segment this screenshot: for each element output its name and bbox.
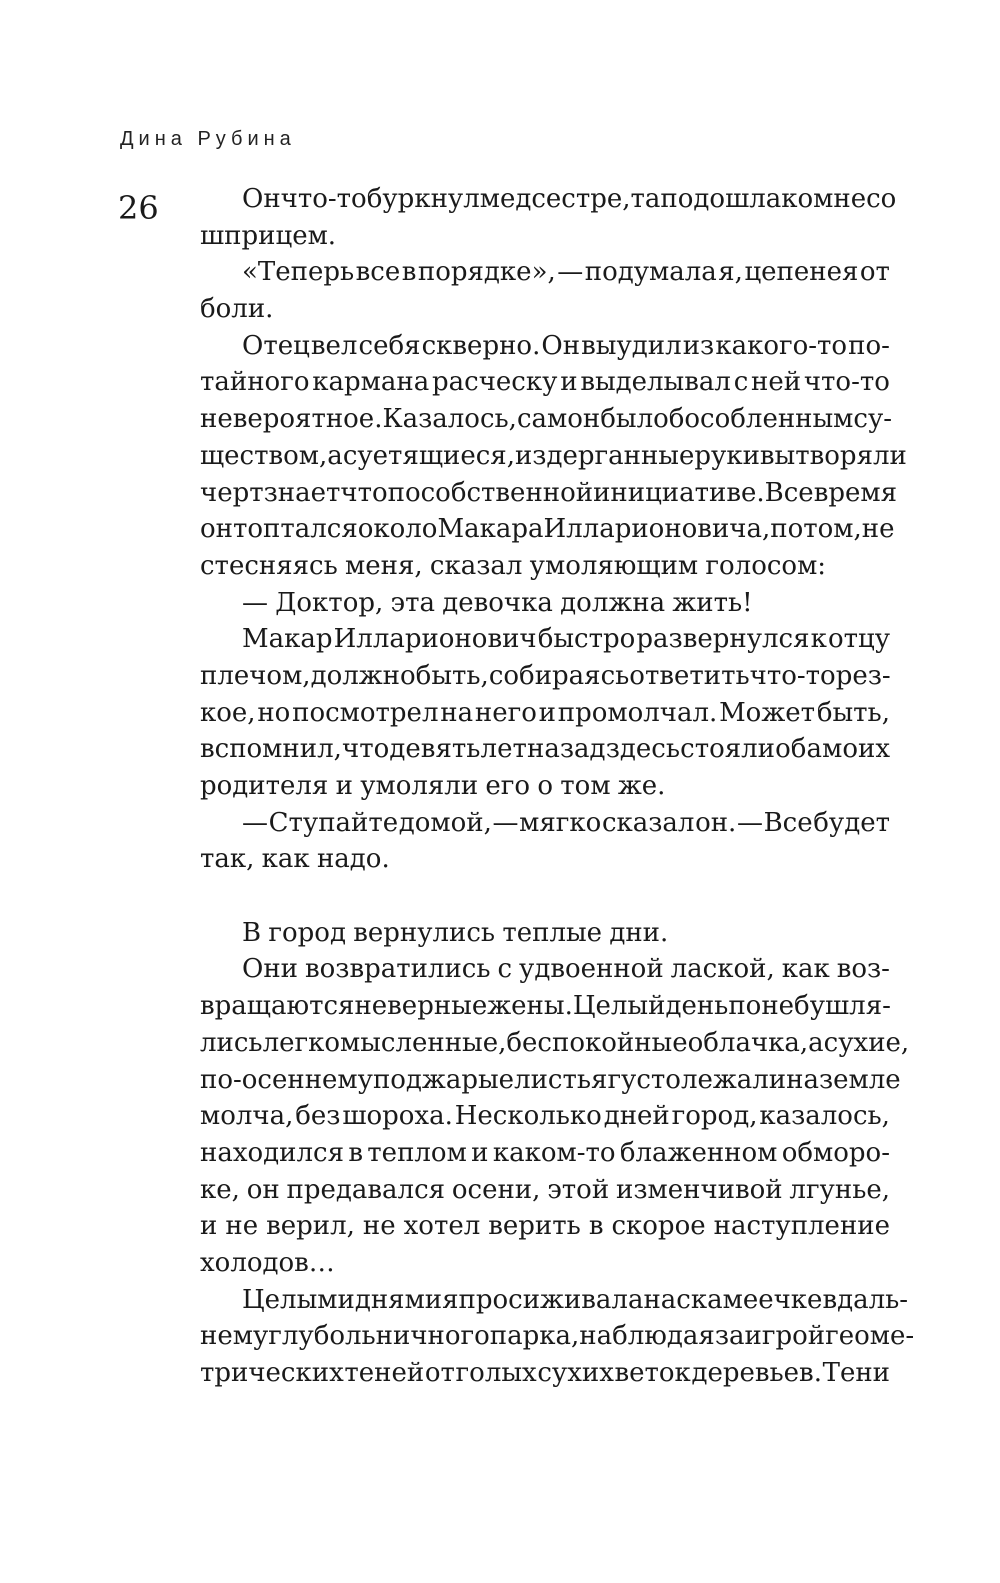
text-line: «Теперь все в порядке», — подумала я, цепенея от	[242, 257, 890, 288]
text-line: находился в теплом и каком-то блаженном обморо-	[200, 1137, 890, 1168]
text-line: Целыми днями я просиживала на скамеечке в даль-	[242, 1284, 909, 1315]
text-line: холодов…	[200, 1247, 335, 1278]
paragraph-gap	[200, 878, 890, 915]
text-line: вспомнил, что девять лет назад здесь стояли оба моих	[200, 734, 890, 765]
text-line: шприцем.	[200, 220, 337, 251]
text-line: В город вернулись теплые дни.	[242, 917, 669, 948]
text-line: по-осеннему поджарые листья густо лежали на земле	[200, 1064, 901, 1095]
text-line: невероятное. Казалось, сам он был обособленным су-	[200, 404, 893, 435]
text-line: плечом, должно быть, собираясь ответить что-то рез-	[200, 660, 891, 691]
body-text	[200, 181, 915, 1392]
text-line: боли.	[200, 294, 274, 325]
text-line: Он что-то буркнул медсестре, та подошла ко мне со	[242, 184, 897, 214]
text-line: и не верил, не хотел верить в скорое наступление	[200, 1211, 890, 1242]
text-line: родителя и умоляли его о том же.	[200, 771, 666, 801]
text-line: — Ступайте домой, — мягко сказал он. — Все будет	[242, 807, 890, 838]
page-number: 26	[118, 189, 159, 227]
text-line: молча, без шороха. Несколько дней город, казалось,	[200, 1101, 890, 1132]
text-line: стесняясь меня, сказал умоляющим голосом:	[200, 550, 827, 581]
text-line: лись легкомысленные, беспокойные облачка, а сухие,	[200, 1027, 910, 1058]
text-line: тайного кармана расческу и выделывал с ней что-то	[200, 367, 890, 398]
text-line: черт знает что по собственной инициативе. Все время	[200, 477, 897, 508]
text-line: он топтался около Макара Илларионовича, потом, не	[200, 514, 895, 545]
text-line: ществом, а суетящиеся, издерганные руки вытворяли	[200, 440, 907, 471]
text-line: Отец вел себя скверно. Он выудил из какого-то по-	[242, 330, 890, 361]
text-line: трических теней от голых сухих веток деревьев. Тени	[200, 1358, 890, 1388]
running-head-author: Дина Рубина	[120, 128, 296, 150]
text-line: так, как надо.	[200, 844, 390, 875]
text-line: — Доктор, эта девочка должна жить!	[242, 587, 753, 618]
text-line: кое, но посмотрел на него и промолчал. Может быть,	[200, 697, 890, 728]
text-line: ке, он предавался осени, этой изменчивой лгунье,	[200, 1174, 890, 1205]
text-line: Макар Илларионович быстро развернулся к отцу	[242, 624, 890, 655]
text-line: вращаются неверные жены. Целый день по небу шля-	[200, 991, 891, 1022]
text-line: нем углу больничного парка, наблюдая за игрой геоме-	[200, 1321, 915, 1352]
text-line: Они возвратились с удвоенной лаской, как воз-	[242, 954, 890, 985]
